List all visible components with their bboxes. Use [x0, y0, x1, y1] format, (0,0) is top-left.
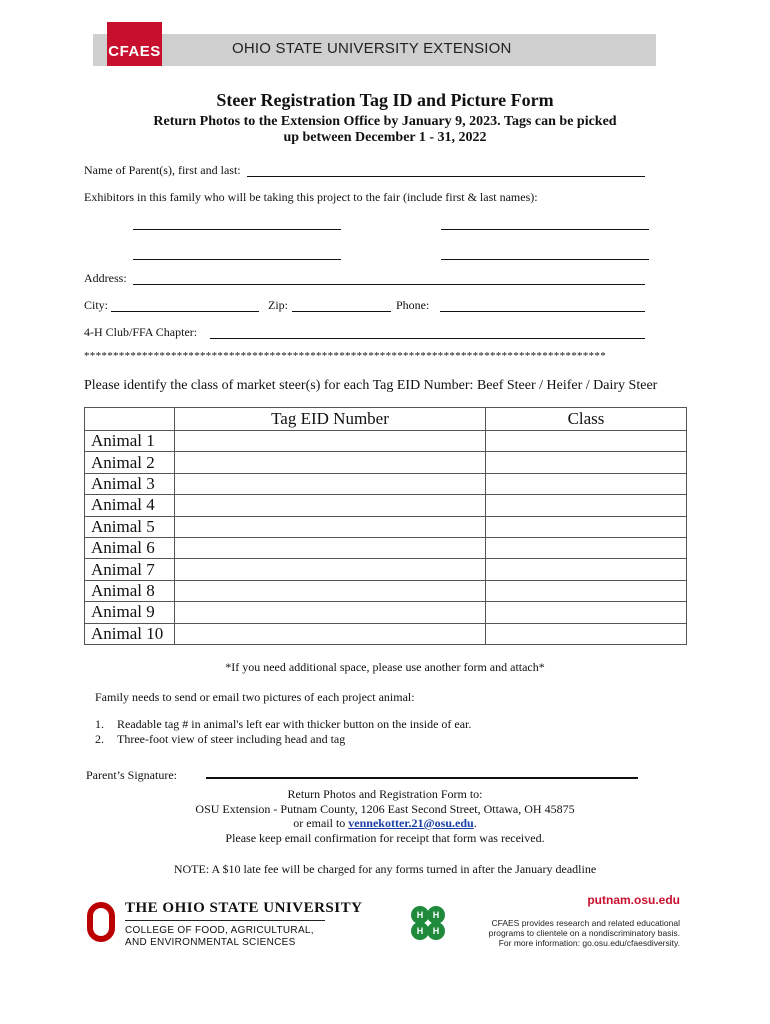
return-line-1: Return Photos and Registration Form to: [287, 787, 483, 801]
table-row [85, 431, 687, 452]
form-title: Steer Registration Tag ID and Picture Form [216, 90, 554, 110]
address-label: Address: [84, 271, 127, 285]
tag-eid-cell[interactable] [175, 602, 486, 623]
class-cell[interactable] [486, 537, 687, 558]
4h-clover-icon [405, 902, 451, 948]
animal-label: Animal 9 [85, 602, 175, 623]
svg-text:H: H [432, 910, 440, 920]
pictures-item-2-num: 2. [95, 732, 104, 746]
animal-label: Animal 1 [85, 431, 175, 452]
phone-label: Phone: [396, 298, 430, 312]
parents-label: Name of Parent(s), first and last: [84, 163, 241, 177]
tag-eid-cell[interactable] [175, 473, 486, 494]
animal-label: Animal 4 [85, 495, 175, 516]
return-address: OSU Extension - Putnam County, 1206 East Second Street, Ottawa, OH 45875 [195, 802, 575, 816]
header-class: Class [486, 408, 687, 431]
phone-field[interactable] [440, 311, 645, 312]
signature-field[interactable] [206, 777, 638, 779]
animal-label: Animal 7 [85, 559, 175, 580]
exhibitor-field-3[interactable] [133, 259, 341, 260]
tag-eid-cell[interactable] [175, 559, 486, 580]
website[interactable]: putnam.osu.edu [587, 893, 680, 907]
tag-eid-cell[interactable] [175, 537, 486, 558]
animal-table [84, 407, 687, 645]
osu-rule [125, 920, 325, 921]
tag-eid-cell[interactable] [175, 495, 486, 516]
animal-label: Animal 10 [85, 623, 175, 644]
class-cell[interactable] [486, 431, 687, 452]
exhibitors-label: Exhibitors in this family who will be taking this project to the fair (include first & last names): [84, 190, 538, 204]
table-row [85, 580, 687, 601]
address-field[interactable] [133, 284, 645, 285]
pictures-item-2: Three-foot view of steer including head and tag [117, 732, 346, 746]
class-cell[interactable] [486, 602, 687, 623]
animal-label: Animal 8 [85, 580, 175, 601]
svg-text:H: H [416, 910, 424, 920]
pictures-item-1-num: 1. [95, 717, 104, 731]
zip-field[interactable] [292, 311, 391, 312]
subtitle-line-1: Return Photos to the Extension Office by January 9, 2023. Tags can be picked [153, 114, 617, 129]
animal-label: Animal 2 [85, 452, 175, 473]
header-tag-eid: Tag EID Number [175, 408, 486, 431]
table-row [85, 559, 687, 580]
table-row [85, 495, 687, 516]
nondiscrimination-line-1: CFAES provides research and related educational [491, 918, 680, 928]
email-suffix: . [473, 816, 477, 830]
animal-label: Animal 5 [85, 516, 175, 537]
tag-eid-cell[interactable] [175, 623, 486, 644]
class-cell[interactable] [486, 495, 687, 516]
late-fee-note: NOTE: A $10 late fee will be charged for any forms turned in after the January deadline [173, 862, 597, 876]
return-receipt-note: Please keep email confirmation for receipt that form was received. [225, 831, 545, 845]
banner-title: OHIO STATE UNIVERSITY EXTENSION [232, 40, 512, 57]
pictures-intro: Family needs to send or email two pictures of each project animal: [95, 690, 415, 704]
nondiscrimination-line-3: For more information: go.osu.edu/cfaesdiversity. [498, 938, 680, 948]
tag-eid-cell[interactable] [175, 580, 486, 601]
email-prefix: or email to [293, 816, 349, 830]
return-email-line [0, 816, 770, 831]
pictures-item-1: Readable tag # in animal's left ear with thicker button on the inside of ear. [117, 717, 472, 731]
table-header-row [85, 408, 687, 431]
block-o-logo [87, 902, 115, 942]
class-instruction: Please identify the class of market steer(s) for each Tag EID Number: Beef Steer / Heifer / Dairy Steer [84, 378, 658, 393]
additional-space-note: *If you need additional space, please use another form and attach* [225, 660, 545, 674]
table-row [85, 623, 687, 644]
signature-label: Parent’s Signature: [86, 768, 177, 782]
city-field[interactable] [111, 311, 259, 312]
table-row [85, 602, 687, 623]
class-cell[interactable] [486, 452, 687, 473]
class-cell[interactable] [486, 623, 687, 644]
tag-eid-cell[interactable] [175, 431, 486, 452]
osu-name: THE OHIO STATE UNIVERSITY [125, 900, 363, 916]
svg-text:H: H [432, 926, 440, 936]
header-blank [85, 408, 175, 431]
college-line-2: AND ENVIRONMENTAL SCIENCES [125, 937, 296, 948]
tag-eid-cell[interactable] [175, 452, 486, 473]
class-cell[interactable] [486, 559, 687, 580]
table-row [85, 516, 687, 537]
animal-label: Animal 3 [85, 473, 175, 494]
exhibitor-field-1[interactable] [133, 229, 341, 230]
email-link[interactable]: vennekotter.21@osu.edu [348, 816, 474, 830]
nondiscrimination-line-2: programs to clientele on a nondiscriminatory basis. [488, 928, 680, 938]
parents-name-field[interactable] [247, 176, 645, 177]
animal-label: Animal 6 [85, 537, 175, 558]
svg-text:H: H [416, 926, 424, 936]
cfaes-logo: CFAES [107, 22, 162, 66]
zip-label: Zip: [268, 298, 288, 312]
exhibitor-field-2[interactable] [441, 229, 649, 230]
subtitle-line-2: up between December 1 - 31, 2022 [283, 130, 487, 145]
class-cell[interactable] [486, 580, 687, 601]
club-label: 4-H Club/FFA Chapter: [84, 325, 198, 339]
class-cell[interactable] [486, 473, 687, 494]
class-cell[interactable] [486, 516, 687, 537]
city-label: City: [84, 298, 109, 312]
exhibitor-field-4[interactable] [441, 259, 649, 260]
table-row [85, 537, 687, 558]
college-line-1: COLLEGE OF FOOD, AGRICULTURAL, [125, 925, 314, 936]
table-row [85, 452, 687, 473]
tag-eid-cell[interactable] [175, 516, 486, 537]
separator-stars: ****************************************************************************************** [84, 350, 606, 362]
club-field[interactable] [210, 338, 645, 339]
table-row [85, 473, 687, 494]
